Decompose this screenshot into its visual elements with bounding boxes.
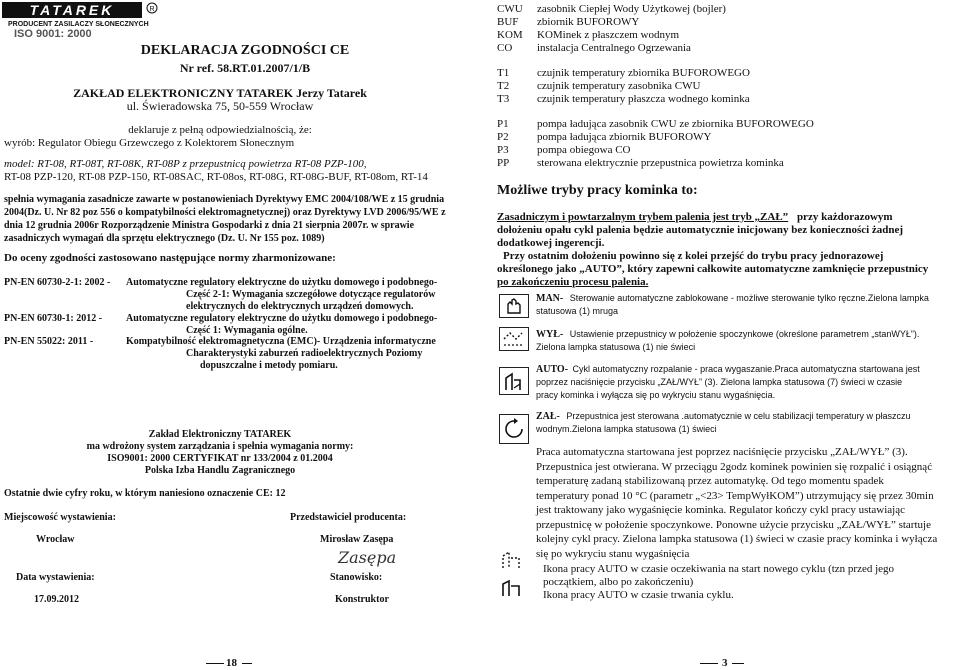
auto-waiting-icon <box>499 548 525 572</box>
fire-cycle-icon <box>500 368 528 394</box>
company-name: ZAKŁAD ELEKTRONICZNY TATAREK Jerzy Tatarek <box>73 86 367 100</box>
abbrev-key: P3 <box>497 144 509 156</box>
standard-code: PN-EN 60730-2-1: 2002 - <box>4 277 111 288</box>
company-address: ul. Świeradowska 75, 50-559 Wrocław <box>126 99 314 113</box>
representative-label: Przedstawiciel producenta: <box>290 512 407 523</box>
company-logo <box>2 2 162 38</box>
abbrev-key: P1 <box>497 118 509 130</box>
zal-mode-key: ZAŁ- <box>536 411 560 422</box>
declaration-title: DEKLARACJA ZGODNOŚCI CE <box>140 43 350 58</box>
auto-waiting-graphic <box>499 548 525 572</box>
abbrev-key: PP <box>497 157 510 169</box>
compliance-line-3: dnia 12 grudnia 2006r Rozporządzenie Ministra Gospodarki z dnia 21 sierpnia 2007r. w sprawie <box>4 220 415 231</box>
wyl-mode-text-1: Ustawienie przepustnicy w położenie spoczynkowe (określone parametrem „stanWYŁ”). <box>569 329 920 339</box>
logo-iso: ISO 9001: 2000 <box>14 28 92 38</box>
abbrev-value: zbiornik BUFOROWY <box>537 16 640 28</box>
wyl-mode-key: WYŁ- <box>536 329 564 340</box>
page-number-right-value: 3 <box>722 657 728 669</box>
dashed-damper-icon <box>500 328 528 350</box>
modes-title: Możliwe tryby pracy kominka to: <box>497 183 698 198</box>
models-line-2: RT-08 PZP-120, RT-08 PZP-150, RT-08SAC, RT-08os, RT-08G, RT-08G-BUF, RT-08om, RT-14 <box>4 171 428 183</box>
intro-rest: przy każdorazowym <box>796 211 893 223</box>
zal-mode-text-2: wodnym.Zielona lampka statusowa (1) świeci <box>536 424 717 434</box>
abbreviations-group-3 <box>497 118 957 170</box>
certificate-line-2: ma wdrożony system zarządzania i spełnia wymagania normy: <box>86 441 354 452</box>
auto-mode-description <box>536 363 956 402</box>
compliance-line-1: spełnia wymagania zasadnicze zawarte w postanowieniach Dyrektywy EMC 2004/108/WE z 15 grudnia <box>4 194 445 205</box>
wyl-mode-icon <box>499 327 529 351</box>
declares-text: deklaruje z pełną odpowiedzialnością, że: <box>128 124 312 136</box>
abbrev-value: instalacja Centralnego Ogrzewania <box>537 42 691 54</box>
abbrev-key: T3 <box>497 93 510 105</box>
page-number-left-value: 18 <box>226 657 237 669</box>
abbrev-value: zasobnik Ciepłej Wody Użytkowej (bojler) <box>537 3 726 15</box>
logo-subtitle: PRODUCENT ZASILACZY SŁONECZNYCH <box>8 21 149 28</box>
paragraph-line: przepustnicę w położenie spoczynkowe. Ponowne użycie przycisku „ZAŁ/WYŁ” startuje <box>536 518 931 531</box>
position-label: Stanowisko: <box>330 572 383 583</box>
abbrev-row <box>497 42 957 55</box>
paragraph-line: temperatury ponad 10 °C (parametr „<23> TempWyłKOM”) utrzymujący się przez 30min <box>536 489 934 502</box>
abbrev-row <box>497 3 957 16</box>
zal-mode-description <box>536 410 956 436</box>
auto-mode-text-1: Cykl automatyczny rozpalanie - praca wygaszanie.Praca automatyczna startowana jest <box>572 364 920 374</box>
certificate-line-4: Polska Izba Handlu Zagranicznego <box>144 465 296 476</box>
circular-arrow-icon <box>500 415 528 443</box>
zal-mode-text-1: Przepustnica jest sterowana .automatycznie w celu stabilizacji temperatury w płaszczu <box>566 411 911 421</box>
handwritten-signature: Zasępa <box>338 548 397 567</box>
intro-line: dodatkowej ingerencji. <box>497 237 605 249</box>
paragraph-line: Przepustnica jest otwierana. W przeciągu 2godz kominek powinien się rozpalić i osiągnąć <box>536 460 933 473</box>
date-value: 17.09.2012 <box>34 594 79 605</box>
man-mode-text-1: Sterowanie automatyczne zablokowane - możliwe sterowanie tylko ręczne.Zielona lampka <box>569 293 929 303</box>
svg-text:R: R <box>149 6 155 13</box>
standard-line: Automatyczne regulatory elektryczne do użytku domowego i podobnego- <box>126 277 438 288</box>
standard-line: Część 2-1: Wymagania szczegółowe dotyczące regulatorów <box>186 289 436 300</box>
abbrev-row <box>497 67 957 80</box>
place-value: Wrocław <box>36 534 75 545</box>
intro-line: dołożeniu opału cykl palenia będzie automatycznie inicjowany bez konieczności żadnej <box>497 224 904 236</box>
paragraph-line: się po wykryciu stanu wygaśnięcia <box>536 547 690 560</box>
abbrev-value: KOMinek z płaszczem wodnym <box>537 29 680 41</box>
logo-brand: TATAREK <box>29 2 115 18</box>
auto-mode-key: AUTO- <box>536 364 569 375</box>
abbreviations-group-2 <box>497 67 957 106</box>
abbreviations-group-1 <box>497 3 957 55</box>
abbrev-row <box>497 131 957 144</box>
representative-name: Mirosław Zasępa <box>320 534 394 545</box>
abbrev-value: czujnik temperatury zasobnika CWU <box>537 80 701 92</box>
abbrev-row <box>497 16 957 29</box>
auto-description-paragraph <box>536 445 956 561</box>
reference-number: Nr ref. 58.RT.01.2007/1/B <box>179 61 311 75</box>
abbrev-key: P2 <box>497 131 509 143</box>
certificate-line-3: ISO9001: 2000 CERTYFIKAT nr 133/2004 z 01.2004 <box>107 453 333 464</box>
abbrev-value: czujnik temperatury zbiornika BUFOROWEGO <box>537 67 750 79</box>
intro-line: po zakończeniu procesu palenia. <box>497 276 649 288</box>
man-mode-key: MAN- <box>536 293 564 304</box>
standard-code: PN-EN 55022: 2011 - <box>4 336 94 347</box>
wyl-mode-text-2: Zielona lampka statusowa (1) nie świeci <box>536 342 696 352</box>
auto-running-icon <box>499 578 525 600</box>
certificate-line-1: Zakład Elektroniczny TATAREK <box>148 429 292 440</box>
standard-line: elektrycznych do elektrycznych urządzeń domowych. <box>186 301 414 312</box>
auto-mode-text-3: pracy kominka i wyłącza się po wykryciu stanu wygaśnięcia. <box>536 390 776 400</box>
intro-line: Przy ostatnim dołożeniu powinno się z kolei przejść do trybu pracy jednorazowej <box>503 250 884 262</box>
bottom-line: początkiem, albo po zakończeniu) <box>543 576 694 588</box>
intro-underlined: Zasadniczym i powtarzalnym trybem palenia jest tryb „ZAŁ” <box>497 211 789 223</box>
abbrev-value: czujnik temperatury płaszcza wodnego kominka <box>537 93 750 105</box>
auto-running-graphic <box>499 578 525 600</box>
paragraph-line: jest traktowany jako wygaśnięcie kominka. Regulator kończy cykl pracy ustawiając <box>536 504 905 516</box>
bottom-line: Ikona pracy AUTO w czasie oczekiwania na start nowego cyklu (tzn przed jego <box>543 563 895 575</box>
standard-code: PN-EN 60730-1: 2012 - <box>4 313 103 324</box>
intro-line: określonego jako „AUTO”, który zapewni całkowite automatyczne zamknięcie przepustnicy <box>497 263 929 275</box>
standard-line: Automatyczne regulatory elektryczne do użytku domowego i podobnego- <box>126 313 438 324</box>
wyl-mode-description <box>536 328 956 354</box>
abbrev-row <box>497 118 957 131</box>
abbrev-row <box>497 29 957 42</box>
man-mode-description <box>536 292 956 318</box>
position-value: Konstruktor <box>335 594 389 605</box>
abbrev-key: CO <box>497 42 513 54</box>
paragraph-line: temperaturę zadaną stabilizowaną przez automatykę. Od tego momentu spadek <box>536 475 884 487</box>
zal-mode-icon <box>499 414 529 444</box>
standards-intro: Do oceny zgodności zastosowano następujące normy zharmonizowane: <box>4 252 336 264</box>
abbrev-row <box>497 157 957 170</box>
standard-line: dopuszczalne i metody pomiaru. <box>200 360 338 371</box>
abbrev-value: pompa ładująca zbiornik BUFOROWY <box>537 131 712 143</box>
abbrev-value: pompa obiegowa CO <box>537 144 631 156</box>
hand-icon <box>500 295 528 317</box>
auto-mode-icon <box>499 367 529 395</box>
abbrev-key: KOM <box>497 29 523 41</box>
product-text: wyrób: Regulator Obiegu Grzewczego z Kolektorem Słonecznym <box>4 137 295 149</box>
mode-intro <box>497 211 957 289</box>
abbrev-value: sterowana elektrycznie przepustnica powietrza kominka <box>537 157 784 169</box>
abbrev-row <box>497 93 957 106</box>
abbrev-row <box>497 144 957 157</box>
standard-line: Kompatybilność elektromagnetyczna (EMC)- Urządzenia informatyczne <box>126 336 436 347</box>
tatarek-logo-graphic <box>2 2 162 38</box>
models-line-1: model: RT-08, RT-08T, RT-08K, RT-08P z przepustnicą powietrza RT-08 PZP-100, <box>4 158 367 170</box>
place-label: Miejscowość wystawienia: <box>4 512 116 523</box>
abbrev-key: T2 <box>497 80 510 92</box>
paragraph-line: Praca automatyczna startowana jest poprzez naciśnięcie przycisku „ZAŁ/WYŁ” (3). <box>536 446 908 458</box>
man-mode-icon <box>499 294 529 318</box>
abbrev-key: T1 <box>497 67 510 79</box>
auto-icons-description <box>543 563 957 602</box>
standard-line: Część 1: Wymagania ogólne. <box>186 325 308 336</box>
compliance-line-2: 2004(Dz. U. Nr 82 poz 556 o kompatybilności elektromagnetycznej) oraz Dyrektywy LVD 2006/95/WE z <box>4 207 446 218</box>
paragraph-line: kolejny cykl pracy. Zielona lampka statusowa (1) świeci w czasie pracy kominka i wyłącza <box>536 533 938 545</box>
abbrev-row <box>497 80 957 93</box>
auto-mode-text-2: poprzez naciśnięcie przycisku „ZAŁ/WYŁ” (3). Zielona lampka statusowa (7) świeci w czasie <box>536 377 903 387</box>
man-mode-text-2: statusowa (1) mruga <box>536 306 619 316</box>
ce-year-text: Ostatnie dwie cyfry roku, w którym naniesiono oznaczenie CE: 12 <box>4 488 286 499</box>
abbrev-key: BUF <box>497 16 519 28</box>
standard-line: Charakterystyki zaburzeń radioelektrycznych Poziomy <box>186 348 423 359</box>
date-label: Data wystawienia: <box>16 572 95 583</box>
compliance-line-4: zasadniczych wymagań dla sprzętu elektrycznego (Dz. U. Nr 155 poz. 1089) <box>4 233 325 244</box>
abbrev-value: pompa ładująca zasobnik CWU ze zbiornika BUFOROWEGO <box>537 118 814 130</box>
abbrev-key: CWU <box>497 3 523 15</box>
bottom-line: Ikona pracy AUTO w czasie trwania cyklu. <box>543 589 734 601</box>
